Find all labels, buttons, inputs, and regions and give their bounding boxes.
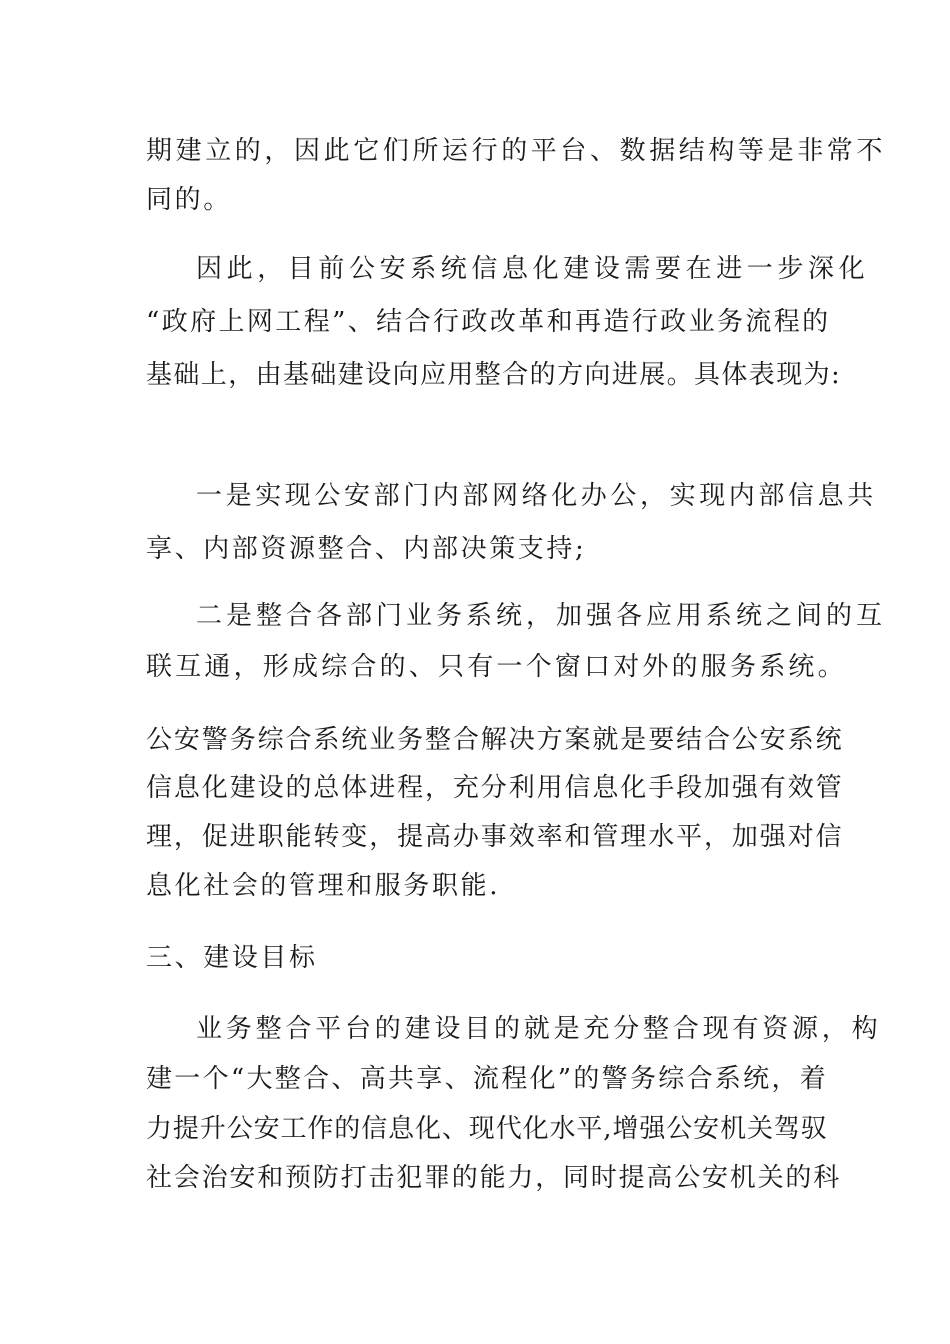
text-line: 基础上，由基础建设向应用整合的方向进展。具体表现为: bbox=[146, 360, 842, 390]
text-line: 建一个“大整合、高共享、流程化”的警务综合系统，着 bbox=[146, 1064, 829, 1094]
text-line: 同的。 bbox=[146, 185, 232, 215]
text-line: 二是整合各部门业务系统，加强各应用系统之间的互 bbox=[196, 601, 887, 631]
text-line: 享、内部资源整合、内部决策支持; bbox=[146, 534, 587, 564]
text-line: 联互通，形成综合的、只有一个窗口对外的服务系统。 bbox=[146, 652, 847, 682]
text-line: 信息化建设的总体进程，充分利用信息化手段加强有效管 bbox=[146, 773, 844, 803]
text-line: 社会治安和预防打击犯罪的能力，同时提高公安机关的科 bbox=[146, 1163, 842, 1193]
text-line: 理，促进职能转变，提高办事效率和管理水平，加强对信 bbox=[146, 822, 844, 852]
text-line: 期建立的，因此它们所运行的平台、数据结构等是非常不 bbox=[146, 136, 887, 166]
text-line: 一是实现公安部门内部网络化办公，实现内部信息共 bbox=[196, 481, 877, 511]
text-line: 公安警务综合系统业务整合解决方案就是要结合公安系统 bbox=[146, 725, 844, 755]
section-heading: 三、建设目标 bbox=[146, 943, 318, 973]
text-line: 力提升公安工作的信息化、现代化水平,增强公安机关驾驭 bbox=[146, 1114, 828, 1144]
text-line: “政府上网工程”、结合行政改革和再造行政业务流程的 bbox=[146, 307, 831, 337]
text-line: 息化社会的管理和服务职能. bbox=[146, 871, 501, 901]
text-line: 因此，目前公安系统信息化建设需要在进一步深化 bbox=[196, 254, 870, 284]
text-line: 业务整合平台的建设目的就是充分整合现有资源，构 bbox=[196, 1014, 882, 1044]
